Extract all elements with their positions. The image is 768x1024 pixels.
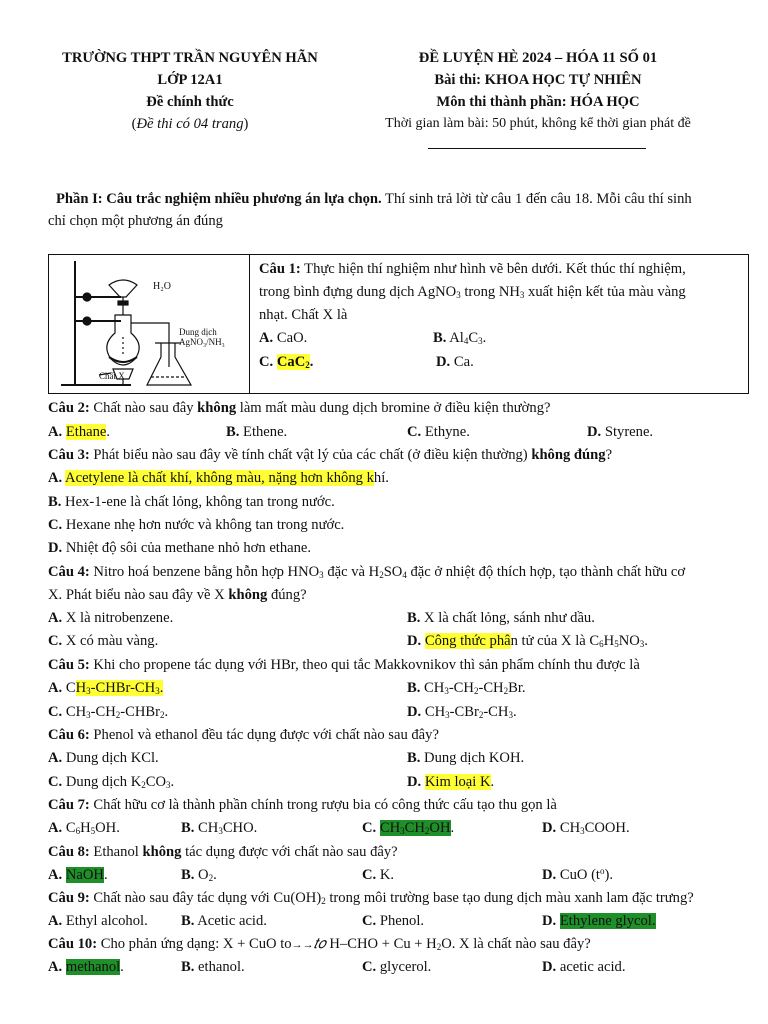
q1-option-c[interactable]: C. CaC$_2$. bbox=[259, 354, 314, 370]
q8-option-a[interactable]: A. NaOH. bbox=[48, 867, 108, 883]
q3-option-a[interactable]: A. Acetylene là chất khí, không màu, nặng hơn không khí. bbox=[48, 470, 389, 486]
q9-option-c[interactable]: C. Phenol. bbox=[362, 913, 425, 929]
question-8: Câu 8: Ethanol không tác dụng được với chất nào sau đây? bbox=[48, 844, 398, 860]
q4-option-c[interactable]: C. X có màu vàng. bbox=[48, 633, 159, 649]
question-6: Câu 6: Phenol và ethanol đều tác dụng được với chất nào sau đây? bbox=[48, 727, 439, 743]
q6-option-c[interactable]: C. Dung dịch $K_2CO_3$. bbox=[48, 774, 175, 790]
exam-title: ĐỀ LUYỆN HÈ 2024 – HÓA 11 SỐ 01 bbox=[418, 50, 658, 66]
question-3: Câu 3: Phát biểu nào sau đây về tính chất vật lý của các chất (ở điều kiện thường) không đúng? bbox=[48, 447, 613, 463]
q10-option-a[interactable]: A. methanol. bbox=[48, 959, 124, 975]
q8-option-b[interactable]: B. $O_2$. bbox=[181, 867, 217, 883]
q10-option-c[interactable]: C. glycerol. bbox=[362, 959, 432, 975]
q7-option-b[interactable]: B. $CH_3CHO$. bbox=[181, 820, 258, 836]
q7-option-d[interactable]: D. $CH_3COOH$. bbox=[542, 820, 630, 836]
question-1-line1: Câu 1: Thực hiện thí nghiệm như hình vẽ bên dưới. Kết thúc thí nghiệm, bbox=[259, 261, 686, 277]
page-count: (Đề thi có 04 trang) bbox=[131, 116, 249, 132]
q5-option-b[interactable]: B. $CH_3-CH_2-CH_2Br$. bbox=[407, 680, 526, 696]
q5-option-d[interactable]: D. $CH_3-CBr_2-CH_3$. bbox=[407, 704, 517, 720]
q3-option-b[interactable]: B. Hex-1-ene là chất lỏng, không tan trong nước. bbox=[48, 494, 335, 510]
q2-option-c[interactable]: C. Ethyne. bbox=[407, 424, 470, 440]
official-label: Đề chính thức bbox=[146, 94, 234, 110]
q6-option-b[interactable]: B. Dung dịch KOH. bbox=[407, 750, 525, 766]
question-4-line2: X. Phát biểu nào sau đây về X không đúng? bbox=[48, 587, 307, 603]
question-5: Câu 5: Khi cho propene tác dụng với HBr, theo qui tắc Makkovnikov thì sản phẩm chính thu được là bbox=[48, 657, 640, 673]
question-7: Câu 7: Chất hữu cơ là thành phần chính trong rượu bia có công thức cấu tạo thu gọn là bbox=[48, 797, 557, 813]
time-limit: Thời gian làm bài: 50 phút, không kể thời gian phát đề bbox=[385, 116, 691, 131]
q2-option-a[interactable]: A. Ethane. bbox=[48, 424, 111, 440]
question-10: Câu 10: Cho phản ứng dạng: X + CuO to→→𝑡𝑜 $H-CHO + Cu + H_2O$. X là chất nào sau đây? bbox=[48, 936, 591, 952]
school-name: TRƯỜNG THPT TRẦN NGUYÊN HÃN bbox=[62, 50, 318, 66]
q8-option-d[interactable]: D. CuO $(t^o)$. bbox=[542, 866, 613, 883]
q2-option-d[interactable]: D. Styrene. bbox=[587, 424, 654, 440]
class-name: LỚP 12A1 bbox=[157, 72, 223, 88]
question-1-box bbox=[48, 254, 749, 394]
q9-option-b[interactable]: B. Acetic acid. bbox=[181, 913, 267, 929]
q6-option-d[interactable]: D. Kim loại K. bbox=[407, 774, 495, 790]
part-heading: Phần I: Câu trắc nghiệm nhiều phương án lựa chọn. Thí sinh trả lời từ câu 1 đến câu 18. Mỗi câu thí sinh bbox=[56, 191, 692, 207]
header-divider bbox=[428, 148, 646, 149]
label-h2o: H₂O bbox=[153, 281, 171, 292]
test-name: Bài thi: KHOA HỌC TỰ NHIÊN bbox=[434, 72, 642, 88]
q2-option-b[interactable]: B. Ethene. bbox=[226, 424, 288, 440]
subject-name: Môn thi thành phần: HÓA HỌC bbox=[436, 94, 640, 110]
question-9: Câu 9: Chất nào sau đây tác dụng với $Cu(OH)_2$ trong môi trường base tạo dung dịch màu xanh lam đặc trưng? bbox=[48, 890, 694, 906]
q5-option-a[interactable]: A. $CH_3-CHBr-CH_3$. bbox=[48, 680, 164, 696]
q4-option-a[interactable]: A. X là nitrobenzene. bbox=[48, 610, 174, 626]
q4-option-b[interactable]: B. X là chất lỏng, sánh như dầu. bbox=[407, 610, 595, 626]
label-substance-x: Chất X bbox=[99, 371, 125, 381]
question-2: Câu 2: Chất nào sau đây không làm mất màu dung dịch bromine ở điều kiện thường? bbox=[48, 400, 551, 416]
experiment-apparatus-figure bbox=[51, 257, 247, 391]
q1-option-d[interactable]: D. Ca. bbox=[436, 354, 474, 370]
question-1-line2: trong bình đựng dung dịch AgNO$_3$ trong $NH_3$ xuất hiện kết tủa màu vàng bbox=[259, 284, 686, 300]
q1-option-a[interactable]: A. CaO. bbox=[259, 330, 308, 346]
q7-option-a[interactable]: A. $C_6H_5OH$. bbox=[48, 820, 120, 836]
question-1-line3: nhạt. Chất X là bbox=[259, 307, 348, 323]
label-solution-formula: AgNO₃/NH₃ bbox=[179, 337, 225, 347]
q8-option-c[interactable]: C. K. bbox=[362, 867, 395, 883]
q10-option-b[interactable]: B. ethanol. bbox=[181, 959, 245, 975]
box-divider bbox=[249, 255, 250, 393]
q9-option-a[interactable]: A. Ethyl alcohol. bbox=[48, 913, 148, 929]
q6-option-a[interactable]: A. Dung dịch KCl. bbox=[48, 750, 159, 766]
q1-option-b[interactable]: B. $Al_4C_3$. bbox=[433, 330, 487, 346]
q7-option-c[interactable]: C. $CH_3CH_2OH$. bbox=[362, 820, 455, 836]
q5-option-c[interactable]: C. $CH_3-CH_2-CHBr_2$. bbox=[48, 704, 169, 720]
q10-option-d[interactable]: D. acetic acid. bbox=[542, 959, 626, 975]
q4-option-d[interactable]: D. Công thức phân tử của X là $C_6H_5NO_3$. bbox=[407, 633, 648, 649]
part-heading-line2: chỉ chọn một phương án đúng bbox=[48, 213, 223, 229]
q3-option-c[interactable]: C. Hexane nhẹ hơn nước và không tan trong nước. bbox=[48, 517, 345, 533]
question-4-line1: Câu 4: Nitro hoá benzene bằng hỗn hợp $HNO_3$ đặc và $H_2SO_4$ đặc ở nhiệt độ thích hợp, tạo thành chất hữu cơ bbox=[48, 564, 686, 580]
q9-option-d[interactable]: D. Ethylene glycol. bbox=[542, 913, 656, 929]
label-solution: Dung dịch bbox=[179, 327, 217, 337]
q3-option-d[interactable]: D. Nhiệt độ sôi của methane nhỏ hơn ethane. bbox=[48, 540, 312, 556]
